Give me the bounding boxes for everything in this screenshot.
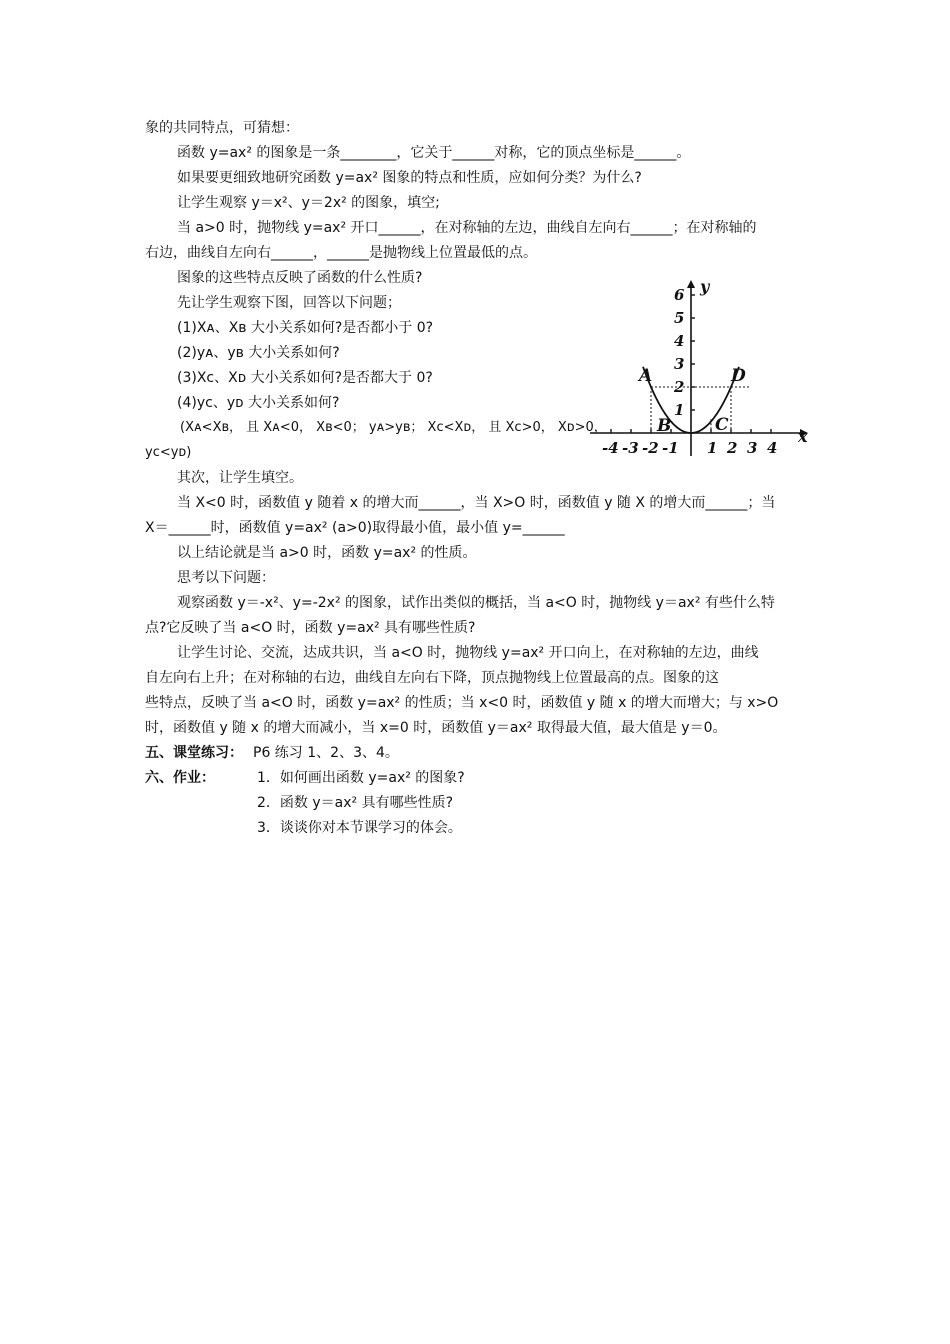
y-tick-label: 2	[674, 378, 685, 396]
para-observe: 让学生观察 y＝x²、y＝2x² 的图象，填空;	[177, 195, 440, 211]
y-tick-label: 5	[674, 309, 685, 327]
y-axis-label: y	[700, 278, 710, 296]
x-tick-label: 3	[747, 439, 758, 457]
point-label: A	[639, 366, 653, 386]
para-discuss-a: 让学生讨论、交流，达成共识，当 a<O 时，抛物线 y=ax² 开口向上，在对称轴的左边，曲线	[177, 645, 759, 661]
section-6-title: 六、作业：	[145, 770, 215, 786]
y-tick-label: 3	[674, 355, 685, 373]
para-discuss-b: 自左向右上升；在对称轴的右边，曲线自左向右下降，顶点抛物线上位置最高的点。图象的这	[145, 670, 719, 686]
homework-item: 1．如何画出函数 y=ax² 的图象?	[257, 770, 465, 786]
fill-blank-1: 函数 y=ax² 的图象是一条________，它关于______对称，它的顶点坐标是______。	[177, 145, 691, 161]
x-tick-label: 4	[767, 439, 778, 457]
para-look-figure: 先让学生观察下图，回答以下问题；	[177, 295, 401, 311]
section-5-title: 五、课堂练习：	[145, 745, 243, 761]
section-5-body: P6 练习 1、2、3、4。	[253, 745, 399, 761]
para-conclusion: 以上结论就是当 a>0 时，函数 y=ax² 的性质。	[177, 545, 477, 561]
point-label: B	[657, 416, 672, 437]
x-tick-label: -3	[622, 439, 639, 457]
homework-item: 2．函数 y＝ax² 具有哪些性质?	[257, 795, 453, 811]
answer-line-2: yᴄ<yᴅ)	[145, 445, 192, 460]
para-properties: 图象的这些特点反映了函数的什么性质?	[177, 270, 423, 286]
y-tick-label: 6	[674, 286, 685, 304]
question-3: (3)Xᴄ、Xᴅ 大小关系如何?是否都大于 0?	[177, 370, 433, 386]
y-axis-arrow	[687, 280, 695, 288]
question-4: (4)yᴄ、yᴅ 大小关系如何?	[177, 395, 340, 411]
homework-item: 3．谈谈你对本节课学习的体会。	[257, 820, 462, 836]
x-tick-label: -4	[602, 439, 619, 457]
para-observe-neg-a: 观察函数 y＝-x²、y=-2x² 的图象，试作出类似的概括，当 a<O 时，抛物线 y＝ax² 有些什么特	[177, 595, 775, 611]
para-discuss-c: 些特点，反映了当 a<O 时，函数 y=ax² 的性质；当 x<0 时，函数值 y 随 x 的增大而增大；与 x>O	[145, 695, 779, 711]
x-tick-label: -1	[662, 439, 679, 457]
para-intro: 象的共同特点，可猜想：	[145, 120, 299, 136]
para-discuss-d: 时，函数值 y 随 x 的增大而减小，当 x=0 时，函数值 y＝ax² 取得最大值，最大值是 y＝0。	[145, 720, 727, 736]
point-label: C	[715, 414, 729, 435]
fill-blank-3a: 当 X<0 时，函数值 y 随着 x 的增大而______，当 X>O 时，函数值 y 随 X 的增大而______；当	[177, 495, 776, 511]
para-observe-neg-b: 点?它反映了当 a<O 时，函数 y=ax² 具有哪些性质?	[145, 620, 476, 636]
para-question: 如果要更细致地研究函数 y=ax² 图象的特点和性质，应如何分类？为什么?	[177, 170, 642, 186]
x-tick-label: 1	[707, 439, 718, 457]
para-next: 其次，让学生填空。	[177, 470, 303, 486]
x-axis-label: x	[798, 427, 808, 446]
y-tick-label: 4	[674, 332, 685, 350]
question-2: (2)yᴀ、yʙ 大小关系如何?	[177, 345, 340, 361]
parabola-figure	[588, 278, 810, 466]
fill-blank-3b: X＝______时，函数值 y=ax² (a>0)取得最小值，最小值 y=______	[145, 520, 565, 536]
answer-line-1: (Xᴀ<Xʙ， 且 Xᴀ<0， Xʙ<0； yᴀ>yʙ； Xᴄ<Xᴅ， 且 Xᴄ>0， Xᴅ>0，	[180, 420, 607, 435]
question-1: (1)Xᴀ、Xʙ 大小关系如何?是否都小于 0?	[177, 320, 434, 336]
x-tick-label: -2	[642, 439, 659, 457]
point-label: D	[731, 366, 746, 386]
fill-blank-2b: 右边，曲线自左向右______，______是抛物线上位置最低的点。	[145, 245, 537, 261]
x-tick-label: 2	[727, 439, 738, 457]
fill-blank-2a: 当 a>0 时，抛物线 y=ax² 开口______，在对称轴的左边，曲线自左向右______；在对称轴的	[177, 220, 757, 236]
para-think: 思考以下问题：	[177, 570, 275, 586]
y-tick-label: 1	[674, 401, 685, 419]
